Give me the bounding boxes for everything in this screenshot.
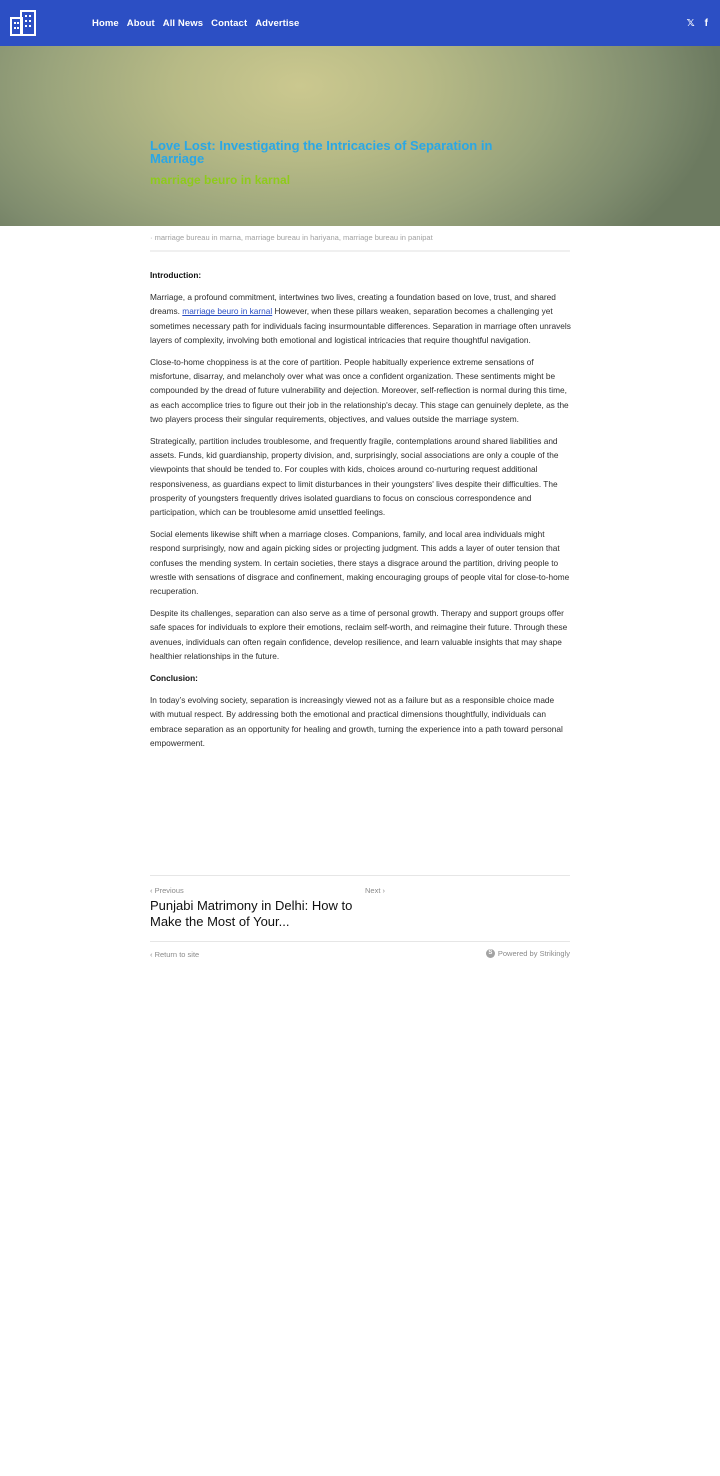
- article-body: [150, 268, 571, 758]
- building-icon[interactable]: [9, 9, 37, 37]
- nav-link-contact[interactable]: Contact: [211, 17, 248, 29]
- return-to-site-link[interactable]: [150, 950, 199, 959]
- divider: [150, 250, 570, 252]
- post-tags[interactable]: · marriage bureau in marna, marriage bureau in hariyana, marriage bureau in panipat: [150, 233, 433, 242]
- next-label-text: Next: [365, 886, 381, 895]
- return-label: Return to site: [154, 950, 200, 959]
- paragraph-4: Social elements likewise shift when a marriage closes. Companions, family, and local area individuals might respond surprisingly, now and again picking sides or projecting judgment. This adds a layer of outer tension that confuses the mending system. In certain societies, there stays a disgrace around the partition, driving people to wrestle with sensations of disgrace and confinement, making encouraging groups of people vital for close-to-home recuperation.: [150, 529, 570, 597]
- previous-post-label[interactable]: [150, 886, 184, 895]
- hero-subtitle: marriage beuro in karnal: [150, 173, 291, 187]
- paragraph-2: Close-to-home choppiness is at the core of partition. People habitually experience extreme sensations of misfortune, disarray, and melancholy over what was once a confident organization. These sentiments might be compounded by the dread of future vulnerability and dejection. Moreover, self-reflection is normal during this time, as each accomplice tries to figure out their job in the relationship's decay. This stage can genuinely deplete, as the two players process their singular requirements, objectives, and values outside the marriage system.: [150, 357, 569, 424]
- conclusion-heading: Conclusion:: [150, 673, 198, 684]
- chevron-left-icon: ‹: [150, 886, 153, 895]
- nav-link-all-news[interactable]: All News: [162, 17, 204, 29]
- chevron-right-icon: ›: [382, 886, 386, 895]
- marriage-beuro-link[interactable]: marriage beuro in karnal: [182, 306, 273, 317]
- nav-link-home[interactable]: Home: [92, 17, 119, 29]
- paragraph-1: [150, 290, 571, 347]
- main-nav: [92, 0, 307, 46]
- next-post-label[interactable]: [365, 886, 385, 895]
- paragraph-6: In today’s evolving society, separation is increasingly viewed not as a failure but as a responsible choice made with mutual respect. By addressing both the emotional and practical dimensions thoughtfully, individuals can embrace separation as an opportunity for healing and growth, turning the experience into a path toward personal empowerment.: [150, 695, 563, 748]
- paragraph-1-start: Marriage, a profound commitment, intertwines two lives, creating a foundation based on love, trust, and shared dreams.: [150, 292, 556, 317]
- x-twitter-icon[interactable]: 𝕏: [686, 17, 695, 29]
- nav-link-about[interactable]: About: [126, 17, 155, 29]
- intro-heading: Introduction:: [150, 270, 202, 280]
- facebook-icon[interactable]: f: [704, 17, 708, 29]
- paragraph-3: Strategically, partition includes troublesome, and frequently fragile, contemplations around shared liabilities and assets. Funds, kid guardianship, property division, and, surprisingly, social associations are only a couple of the viewpoints that should be tended to. For couples with kids, choices around co-nurturing request additional responsiveness, as guardians expect to limit disturbances in their youngsters' lives despite their difficulties. The prosperity of youngsters frequently drives isolated guardians to focus on conscious correspondence and participation, which can be troublesome amid unsettled feelings.: [150, 436, 559, 518]
- paragraph-5: Despite its challenges, separation can also serve as a time of personal growth. Therapy and support groups offer safe spaces for individuals to explore their emotions, reclaim self-worth, and reimagine their future. Through these avenues, individuals can often regain confidence, develop resilience, and learn valuable insights that may shape healthier relationships in the future.: [150, 608, 568, 661]
- social-links: [677, 0, 708, 46]
- chevron-left-icon: ‹: [150, 950, 153, 959]
- powered-label: Powered by Strikingly: [497, 949, 570, 958]
- divider: [150, 875, 570, 876]
- previous-label-text: Previous: [154, 886, 184, 895]
- page-title: Love Lost: Investigating the Intricacies of Separation in Marriage: [150, 138, 493, 166]
- divider: [150, 941, 570, 942]
- top-navbar: [0, 0, 720, 46]
- strikingly-icon: S: [486, 949, 495, 958]
- previous-post-title[interactable]: Punjabi Matrimony in Delhi: How to Make the Most of Your...: [150, 898, 353, 929]
- hero-banner: [0, 46, 720, 226]
- nav-link-advertise[interactable]: Advertise: [255, 17, 300, 29]
- paragraph-1-end: However, when these pillars weaken, separation becomes a challenging yet sometimes necessary path for individuals facing insurmountable differences. Separation in marriage often unravels layers of complexity, involving both emotional and logistical intricacies that require thoughtful navigation.: [150, 306, 571, 345]
- powered-by-strikingly[interactable]: [486, 949, 570, 958]
